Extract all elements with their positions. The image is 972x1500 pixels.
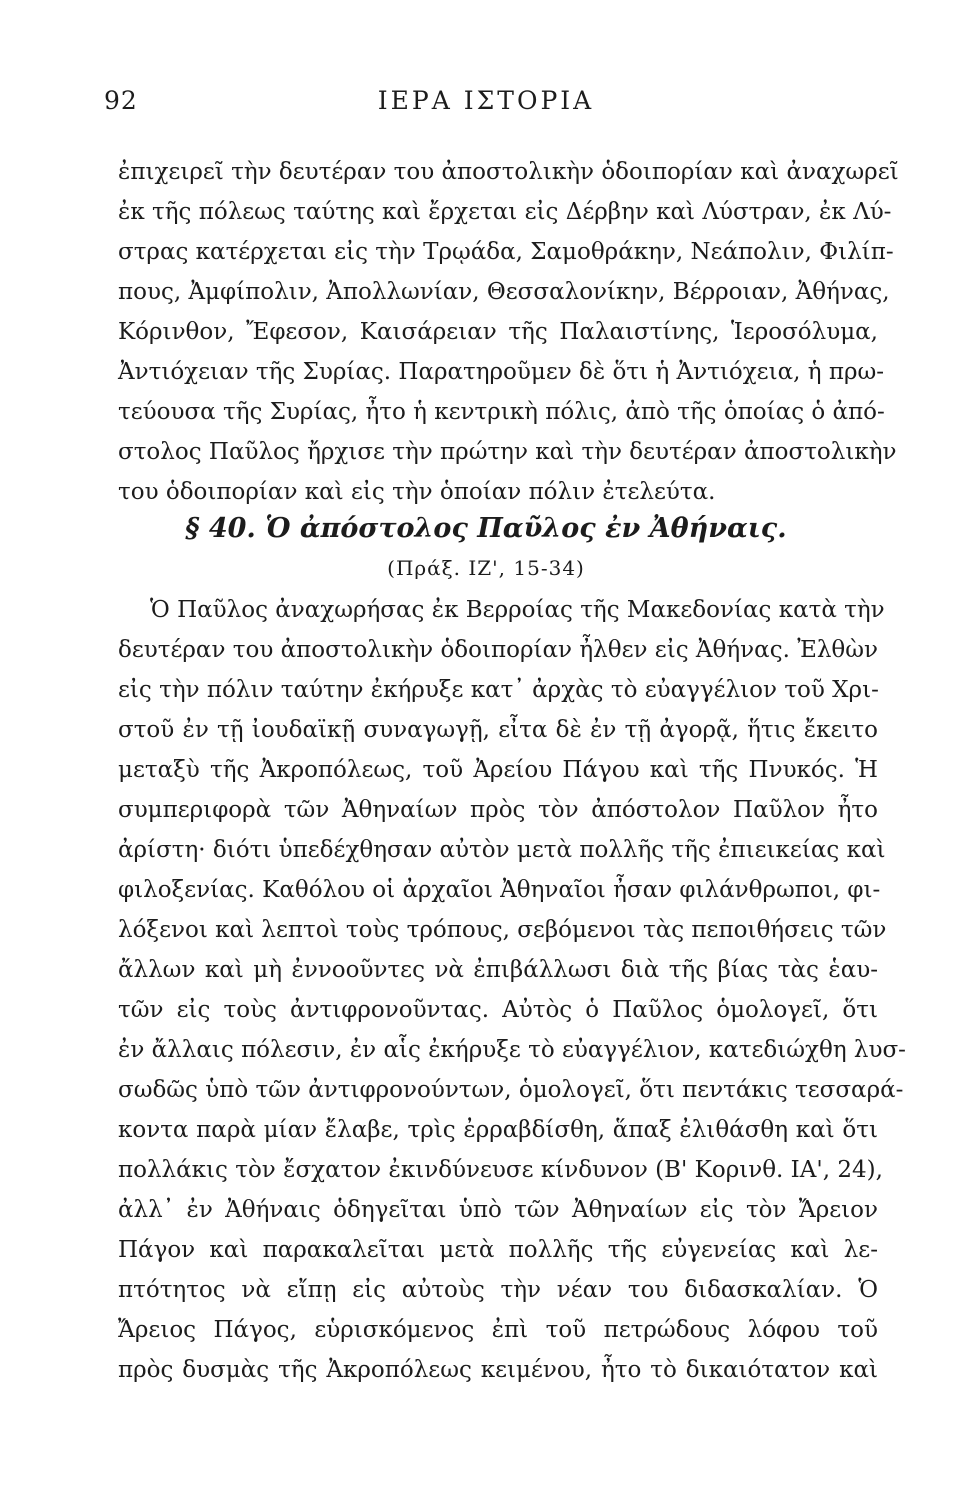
text-line: ἐπιχειρεῖ τὴν δευτέραν του ἀποστολικὴν ὁδοιπορίαν καὶ ἀναχωρεῖ bbox=[118, 159, 899, 185]
text-line: Πάγον καὶ παρακαλεῖται μετὰ πολλῆς τῆς εὐγενείας καὶ λε- bbox=[118, 1237, 878, 1263]
text-line: Ἄρειος Πάγος, εὑρισκόμενος ἐπὶ τοῦ πετρώδους λόφου τοῦ bbox=[118, 1317, 878, 1343]
text-line: ἄλλων καὶ μὴ ἐννοοῦντες νὰ ἐπιβάλλωσι διὰ τῆς βίας τὰς ἑαυ- bbox=[118, 957, 878, 983]
text-line: σωδῶς ὑπὸ τῶν ἀντιφρονούντων, ὁμολογεῖ, ὅτι πεντάκις τεσσαρά- bbox=[118, 1077, 904, 1103]
text-line: Κόρινθον, Ἔφεσον, Καισάρειαν τῆς Παλαιστίνης, Ἱεροσόλυμα, bbox=[118, 319, 878, 345]
text-line: δευτέραν του ἀποστολικὴν ὁδοιπορίαν ἦλθεν εἰς Ἀθήνας. Ἐλθὼν bbox=[118, 637, 878, 663]
text-line: φιλοξενίας. Καθόλου οἱ ἀρχαῖοι Ἀθηναῖοι ἦσαν φιλάνθρωποι, φι- bbox=[118, 877, 881, 903]
text-line: συμπεριφορὰ τῶν Ἀθηναίων πρὸς τὸν ἀπόστολον Παῦλον ἦτο bbox=[118, 797, 878, 823]
text-line: στολος Παῦλος ἤρχισε τὴν πρώτην καὶ τὴν δευτέραν ἀποστολικὴν bbox=[118, 439, 897, 465]
text-line: στοῦ ἐν τῇ ἰουδαϊκῇ συναγωγῇ, εἶτα δὲ ἐν τῇ ἀγορᾷ, ἥτις ἔκειτο bbox=[118, 717, 878, 743]
text-line: Ἀντιόχειαν τῆς Συρίας. Παρατηροῦμεν δὲ ὅτι ἡ Ἀντιόχεια, ἡ πρω- bbox=[118, 359, 884, 385]
paragraph-2 bbox=[118, 590, 906, 1390]
text-line: κοντα παρὰ μίαν ἔλαβε, τρὶς ἐρραβδίσθη, ἅπαξ ἐλιθάσθη καὶ ὅτι bbox=[118, 1117, 878, 1143]
text-line: τεύουσα τῆς Συρίας, ἦτο ἡ κεντρικὴ πόλις, ἀπὸ τῆς ὁποίας ὁ ἀπό- bbox=[118, 399, 885, 425]
text-line: μεταξὺ τῆς Ἀκροπόλεως, τοῦ Ἀρείου Πάγου καὶ τῆς Πνυκός. Ἡ bbox=[118, 757, 878, 783]
text-line: πους, Ἀμφίπολιν, Ἀπολλωνίαν, Θεσσαλονίκην, Βέρροιαν, Ἀθήνας, bbox=[118, 279, 890, 305]
paragraph-1 bbox=[118, 152, 899, 512]
text-line: πρὸς δυσμὰς τῆς Ἀκροπόλεως κειμένου, ἦτο τὸ δικαιότατον καὶ bbox=[118, 1357, 878, 1383]
text-line: του ὁδοιπορίαν καὶ εἰς τὴν ὁποίαν πόλιν ἐτελεύτα. bbox=[118, 479, 716, 505]
page-number: 92 bbox=[104, 86, 138, 115]
text-line: ἐν ἄλλαις πόλεσιν, ἐν αἷς ἐκήρυξε τὸ εὐαγγέλιον, κατεδιώχθη λυσ- bbox=[118, 1037, 906, 1063]
scripture-reference: (Πράξ. ΙΖ', 15-34) bbox=[387, 556, 585, 580]
text-line: εἰς τὴν πόλιν ταύτην ἐκήρυξε κατ᾽ ἀρχὰς τὸ εὐαγγέλιον τοῦ Χρι- bbox=[118, 677, 879, 703]
text-line: λόξενοι καὶ λεπτοὶ τοὺς τρόπους, σεβόμενοι τὰς πεποιθήσεις τῶν bbox=[118, 917, 887, 943]
running-title: ΙΕΡΑ ΙΣΤΟΡΙΑ bbox=[377, 86, 595, 115]
text-line: πολλάκις τὸν ἔσχατον ἐκινδύνευσε κίνδυνον (Β' Κορινθ. ΙΑ', 24), bbox=[118, 1157, 883, 1183]
text-line: στρας κατέρχεται εἰς τὴν Τρῳάδα, Σαμοθράκην, Νεάπολιν, Φιλίπ- bbox=[118, 239, 894, 265]
text-line: ἀρίστη· διότι ὑπεδέχθησαν αὐτὸν μετὰ πολλῆς τῆς ἐπιεικείας καὶ bbox=[118, 837, 886, 863]
text-line: ἐκ τῆς πόλεως ταύτης καὶ ἔρχεται εἰς Δέρβην καὶ Λύστραν, ἐκ Λύ- bbox=[118, 199, 892, 225]
section-heading: § 40. Ὁ ἀπόστολος Παῦλος ἐν Ἀθήναις. bbox=[185, 513, 787, 544]
text-line: πτότητος νὰ εἴπῃ εἰς αὐτοὺς τὴν νέαν του διδασκαλίαν. Ὁ bbox=[118, 1277, 878, 1303]
running-header bbox=[0, 86, 972, 126]
text-line: Ὁ Παῦλος ἀναχωρήσας ἐκ Βερροίας τῆς Μακεδονίας κατὰ τὴν bbox=[150, 597, 885, 623]
text-line: τῶν εἰς τοὺς ἀντιφρονοῦντας. Αὐτὸς ὁ Παῦλος ὁμολογεῖ, ὅτι bbox=[118, 997, 878, 1023]
text-line: ἀλλ᾽ ἐν Ἀθήναις ὁδηγεῖται ὑπὸ τῶν Ἀθηναίων εἰς τὸν Ἄρειον bbox=[118, 1197, 878, 1223]
